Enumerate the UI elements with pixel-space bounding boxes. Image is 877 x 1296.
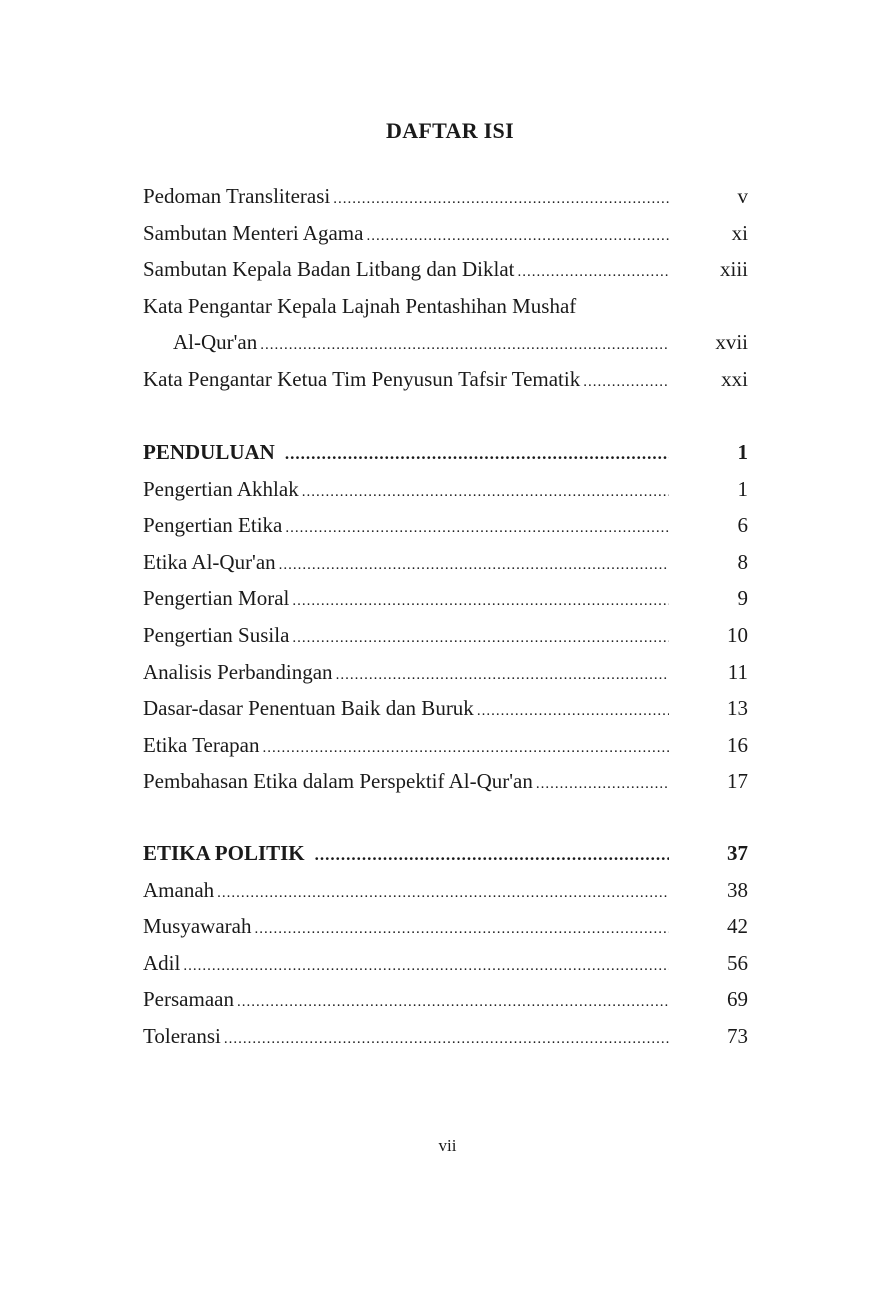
dot-leader: [183, 958, 669, 975]
toc-entry-page: xiii: [719, 257, 748, 282]
toc-entry-page: 42: [727, 914, 748, 939]
dot-leader: [292, 630, 669, 647]
toc-entry-label: Pengertian Moral: [143, 586, 290, 611]
toc-entry[interactable]: [143, 294, 748, 331]
toc-entry-label: Etika Al-Qur'an: [143, 549, 276, 574]
toc-entry-label: Pengertian Etika: [143, 513, 283, 538]
dot-leader: [224, 1031, 669, 1048]
toc-entry-label: Sambutan Menteri Agama: [143, 220, 364, 245]
toc-entry[interactable]: [143, 987, 748, 1024]
dot-leader: [254, 921, 669, 938]
toc-entry-label: Analisis Perbandingan: [143, 659, 333, 684]
dot-leader: [333, 191, 669, 208]
dot-leader: [536, 776, 669, 793]
toc-entry-label: Kata Pengantar Kepala Lajnah Pentashihan Mushaf: [143, 293, 577, 318]
toc-entry[interactable]: [143, 878, 748, 915]
toc-entry-continuation[interactable]: [143, 330, 748, 367]
toc-entry-page: xvii: [715, 330, 748, 355]
toc-entry[interactable]: [143, 184, 748, 221]
toc-entry[interactable]: [143, 550, 748, 587]
dot-leader: [217, 885, 669, 902]
toc-section-etika-politik: [143, 841, 748, 1061]
toc-entry-label: Adil: [143, 950, 181, 975]
dot-leader: [237, 994, 669, 1011]
toc-entry[interactable]: [143, 513, 748, 550]
toc-entry-page: 73: [727, 1023, 748, 1048]
toc-entry-label: Sambutan Kepala Badan Litbang dan Diklat: [143, 257, 515, 282]
toc-heading-label: PENDULUAN: [143, 440, 275, 464]
toc-entry-label: Kata Pengantar Ketua Tim Penyusun Tafsir Tematik: [143, 366, 581, 391]
toc-entry-page: 38: [727, 877, 748, 902]
toc-entry[interactable]: [143, 257, 748, 294]
dot-leader: [336, 667, 669, 684]
toc-entry-page: 13: [727, 696, 748, 721]
toc-entry-label: Amanah: [143, 877, 215, 902]
dot-leader: [517, 264, 669, 281]
toc-entry-page: 10: [727, 622, 748, 647]
dot-leader: [315, 845, 669, 865]
toc-entry-page: xxi: [721, 366, 748, 391]
toc-entry[interactable]: [143, 733, 748, 770]
toc-entry-page: 1: [737, 476, 748, 501]
toc-entry[interactable]: [143, 221, 748, 258]
toc-entry-label: Dasar-dasar Penentuan Baik dan Buruk: [143, 696, 474, 721]
toc-entry-label: Al-Qur'an: [173, 330, 258, 355]
toc-entry-page: 6: [737, 513, 748, 538]
dot-leader: [285, 444, 669, 464]
toc-entry[interactable]: [143, 586, 748, 623]
dot-leader: [263, 740, 669, 757]
toc-entry-page: 11: [727, 659, 748, 684]
toc-entry[interactable]: [143, 660, 748, 697]
toc-entry[interactable]: [143, 477, 748, 514]
toc-entry-page: 56: [727, 950, 748, 975]
toc-entry[interactable]: [143, 914, 748, 951]
toc-entry-page: 9: [737, 586, 748, 611]
toc-entry-page: 8: [737, 549, 748, 574]
toc-entry[interactable]: [143, 623, 748, 660]
toc-heading-page: 37: [727, 841, 748, 865]
toc-entry[interactable]: [143, 1024, 748, 1061]
toc-section-heading[interactable]: [143, 841, 748, 878]
toc-entry[interactable]: [143, 769, 748, 806]
page-number: vii: [438, 1136, 457, 1155]
toc-entry-page: 69: [727, 987, 748, 1012]
toc-front-matter: [143, 184, 748, 404]
toc-entry-label: Pengertian Akhlak: [143, 476, 299, 501]
dot-leader: [260, 337, 669, 354]
dot-leader: [366, 228, 669, 245]
toc-entry-page: 17: [727, 769, 748, 794]
toc-entry-label: Toleransi: [143, 1023, 221, 1048]
toc-entry-label: Etika Terapan: [143, 732, 260, 757]
dot-leader: [279, 557, 669, 574]
toc-entry-page: v: [737, 184, 748, 208]
toc-section-penduluan: [143, 440, 748, 806]
toc-entry-page: xi: [731, 220, 748, 245]
toc-entry[interactable]: [143, 696, 748, 733]
dot-leader: [285, 520, 669, 537]
dot-leader: [302, 484, 669, 501]
toc-entry-label: Pedoman Transliterasi: [143, 184, 331, 208]
toc-entry-label: Pembahasan Etika dalam Perspektif Al-Qur'an: [143, 769, 533, 794]
dot-leader: [477, 703, 669, 720]
page-title: DAFTAR ISI: [386, 118, 514, 143]
toc-entry-label: Pengertian Susila: [143, 622, 290, 647]
toc-section-heading[interactable]: [143, 440, 748, 477]
toc-entry[interactable]: [143, 367, 748, 404]
toc-entry[interactable]: [143, 951, 748, 988]
toc-entry-label: Persamaan: [143, 987, 234, 1012]
toc-heading-label: ETIKA POLITIK: [143, 841, 305, 865]
dot-leader: [292, 593, 669, 610]
dot-leader: [583, 374, 669, 391]
toc-heading-page: 1: [737, 440, 748, 464]
toc-entry-label: Musyawarah: [143, 914, 252, 939]
toc-entry-page: 16: [727, 732, 748, 757]
